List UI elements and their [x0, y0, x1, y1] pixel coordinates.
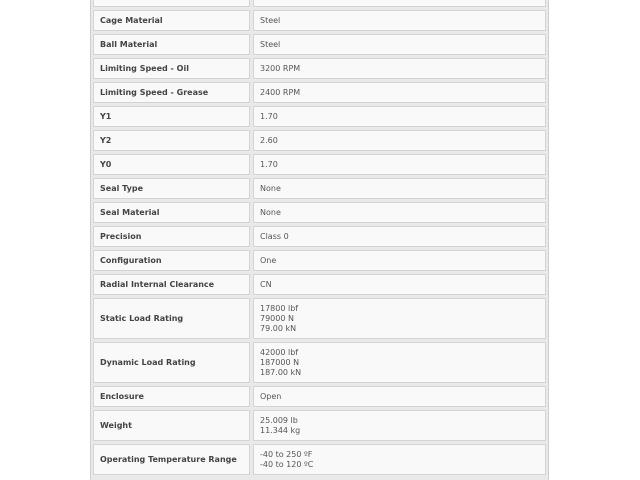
- table-row: [93, 130, 546, 151]
- spec-value: [253, 130, 546, 151]
- spec-value-line: 187000 N: [260, 357, 300, 367]
- spec-value: [253, 444, 546, 475]
- spec-value: [253, 410, 546, 441]
- spec-label: Dynamic Load Rating: [93, 342, 250, 383]
- spec-value-line: One: [260, 255, 277, 265]
- spec-label: Static Load Rating: [93, 298, 250, 339]
- spec-value-line: CN: [260, 279, 272, 289]
- spec-label: Configuration: [93, 250, 250, 271]
- spec-value: [253, 226, 546, 247]
- spec-value-line: Steel: [260, 15, 281, 25]
- spec-label: Cage Material: [93, 10, 250, 31]
- spec-label: Weight: [93, 410, 250, 441]
- table-row: [93, 410, 546, 441]
- table-row: [93, 202, 546, 223]
- table-row: [93, 82, 546, 103]
- spec-value-line: 2400 RPM: [260, 87, 301, 97]
- spec-value-line: 11.344 kg: [260, 425, 301, 435]
- spec-value-line: 79000 N: [260, 313, 294, 323]
- table-row: [93, 106, 546, 127]
- spec-value: [253, 10, 546, 31]
- spec-value-line: 17800 lbf: [260, 303, 299, 313]
- spec-value: [253, 154, 546, 175]
- table-row: [93, 10, 546, 31]
- spec-value: [253, 274, 546, 295]
- table-row: [93, 386, 546, 407]
- spec-value-line: None: [260, 183, 281, 193]
- spec-label: Y0: [93, 154, 250, 175]
- spec-value-line: 187.00 kN: [260, 367, 302, 377]
- spec-value: [253, 386, 546, 407]
- spec-value: [253, 58, 546, 79]
- spec-value: [253, 342, 546, 383]
- spec-value: [253, 106, 546, 127]
- spec-value-line: 25.009 lb: [260, 415, 298, 425]
- spec-label: Precision: [93, 226, 250, 247]
- table-row: [93, 0, 546, 7]
- spec-value: [253, 34, 546, 55]
- spec-value-line: 3200 RPM: [260, 63, 301, 73]
- table-row: [93, 154, 546, 175]
- spec-value: [253, 250, 546, 271]
- spec-label: Enclosure: [93, 386, 250, 407]
- table-row: [93, 298, 546, 339]
- spec-value-line: 1.70: [260, 111, 278, 121]
- specifications-table: [93, 0, 546, 478]
- table-row: [93, 444, 546, 475]
- spec-label: Ball Material: [93, 34, 250, 55]
- spec-value-line: 79.00 kN: [260, 323, 297, 333]
- table-row: [93, 58, 546, 79]
- table-row: [93, 178, 546, 199]
- spec-value: [253, 298, 546, 339]
- table-row: [93, 34, 546, 55]
- spec-value: [253, 202, 546, 223]
- spec-label: Seal Type: [93, 178, 250, 199]
- spec-value-line: -40 to 250 ºF: [260, 449, 313, 459]
- spec-value-line: Open: [260, 391, 282, 401]
- table-row: [93, 274, 546, 295]
- spec-value: [253, 178, 546, 199]
- spec-value-line: 42000 lbf: [260, 347, 299, 357]
- spec-label: Limiting Speed - Oil: [93, 58, 250, 79]
- spec-label: Limiting Speed - Grease: [93, 82, 250, 103]
- spec-label: Radial Internal Clearance: [93, 274, 250, 295]
- spec-value-line: 2.60: [260, 135, 278, 145]
- spec-value-line: Steel: [260, 39, 281, 49]
- spec-value-line: Class 0: [260, 231, 289, 241]
- spec-label: Seal Material: [93, 202, 250, 223]
- table-row: [93, 226, 546, 247]
- spec-label: [93, 0, 250, 7]
- spec-label: Y1: [93, 106, 250, 127]
- spec-value-line: 1.70: [260, 159, 278, 169]
- spec-label: Operating Temperature Range: [93, 444, 250, 475]
- spec-value: [253, 82, 546, 103]
- spec-value: [253, 0, 546, 7]
- spec-value-line: -40 to 120 ºC: [260, 459, 314, 469]
- spec-value-line: None: [260, 207, 281, 217]
- table-row: [93, 342, 546, 383]
- spec-label: Y2: [93, 130, 250, 151]
- table-row: [93, 250, 546, 271]
